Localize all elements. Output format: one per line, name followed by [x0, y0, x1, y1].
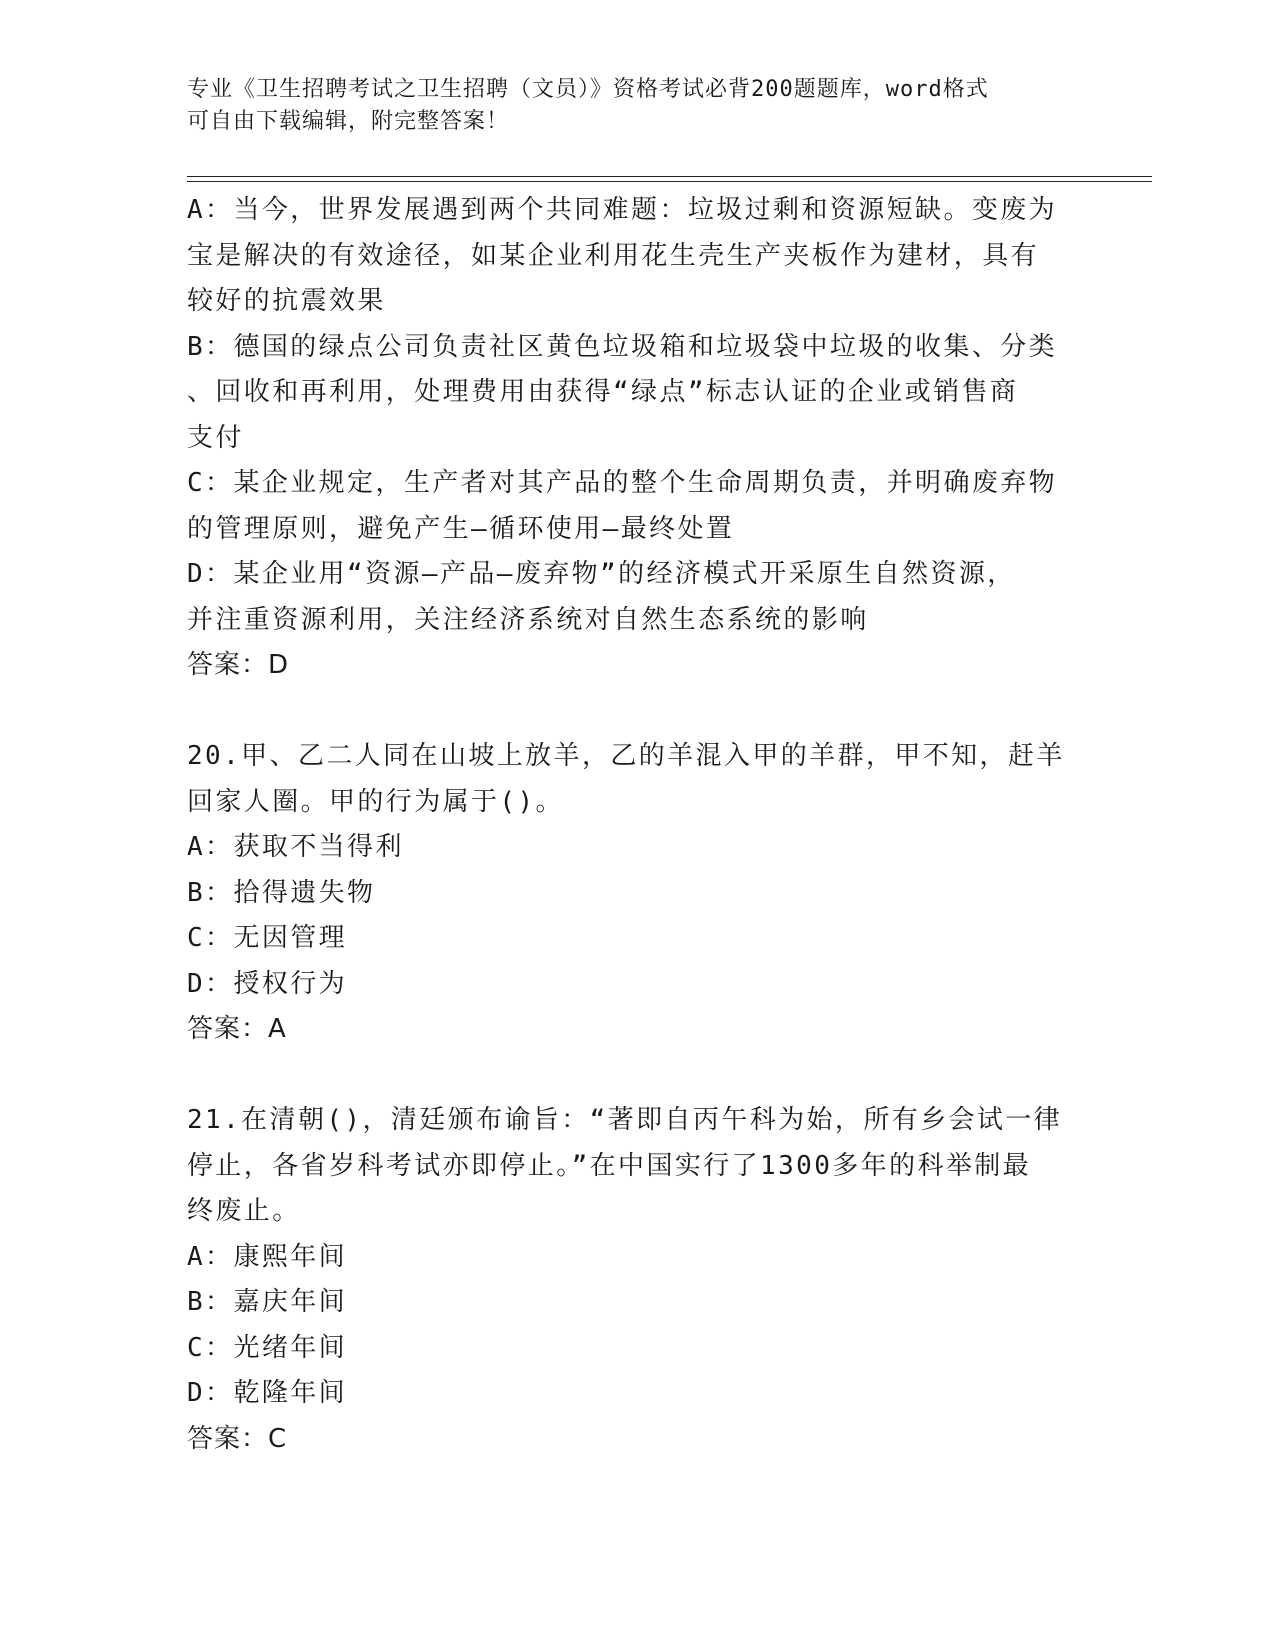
- header-line-2: 可自由下载编辑，附完整答案！: [187, 109, 510, 134]
- text-line: A：当今，世界发展遇到两个共同难题：垃圾过剩和资源短缺。变废为: [187, 195, 1058, 225]
- text-line: C：某企业规定，生产者对其产品的整个生命周期负责，并明确废弃物: [187, 468, 1058, 498]
- text-line: 并注重资源利用，关注经济系统对自然生态系统的影响: [187, 604, 869, 635]
- question-stem: [187, 734, 1087, 825]
- text-line: 、回收和再利用，处理费用由获得“绿点”标志认证的企业或销售商: [187, 377, 1019, 407]
- text-line: 的管理原则，避免产生—循环使用—最终处置: [187, 513, 735, 544]
- option-c: [187, 461, 1087, 552]
- text-line: 宝是解决的有效途径，如某企业利用花生壳生产夹板作为建材，具有: [187, 240, 1040, 271]
- answer-label: 答案：D: [187, 650, 290, 680]
- option-a: A：获取不当得利: [187, 832, 404, 862]
- text-line: 较好的抗震效果: [187, 286, 386, 316]
- answer-label: 答案：A: [187, 1014, 287, 1044]
- question-21-block: [187, 1098, 1087, 1462]
- option-a: [187, 188, 1087, 325]
- text-line: 20.甲、乙二人同在山坡上放羊，乙的羊混入甲的羊群，甲不知，赶羊: [187, 741, 1065, 771]
- text-line: 终废止。: [187, 1196, 301, 1226]
- text-line: 停止，各省岁科考试亦即停止。”在中国实行了1300多年的科举制最: [187, 1150, 1032, 1181]
- option-b: [187, 325, 1087, 462]
- spacer: [187, 1053, 1087, 1099]
- question-20-block: [187, 734, 1087, 1053]
- option-d: D：乾隆年间: [187, 1378, 348, 1408]
- document-body: [187, 188, 1087, 1462]
- text-line: 21.在清朝()，清廷颁布谕旨：“著即自丙午科为始，所有乡会试一律: [187, 1105, 1063, 1135]
- option-d: D：授权行为: [187, 968, 348, 999]
- option-b: B：嘉庆年间: [187, 1287, 348, 1317]
- text-line: 回家人圈。甲的行为属于()。: [187, 786, 564, 817]
- document-header: [187, 74, 1067, 138]
- text-line: D：某企业用“资源—产品—废弃物”的经济模式开采原生自然资源，: [187, 559, 1016, 589]
- header-rule-bottom: [187, 181, 1152, 182]
- question-stem: [187, 1098, 1087, 1235]
- option-c: C：无因管理: [187, 923, 348, 953]
- question-19-block: [187, 188, 1087, 689]
- header-line-1: 专业《卫生招聘考试之卫生招聘（文员）》资格考试必背200题题库，word格式: [187, 77, 989, 102]
- header-rule-top: [187, 176, 1152, 177]
- option-c: C：光绪年间: [187, 1332, 348, 1363]
- text-line: B：德国的绿点公司负责社区黄色垃圾箱和垃圾袋中垃圾的收集、分类: [187, 331, 1058, 362]
- text-line: 支付: [187, 422, 244, 453]
- option-a: A：康熙年间: [187, 1241, 348, 1272]
- spacer: [187, 689, 1087, 735]
- answer-label: 答案：C: [187, 1423, 288, 1454]
- option-d: [187, 552, 1087, 643]
- option-b: B：拾得遗失物: [187, 877, 376, 908]
